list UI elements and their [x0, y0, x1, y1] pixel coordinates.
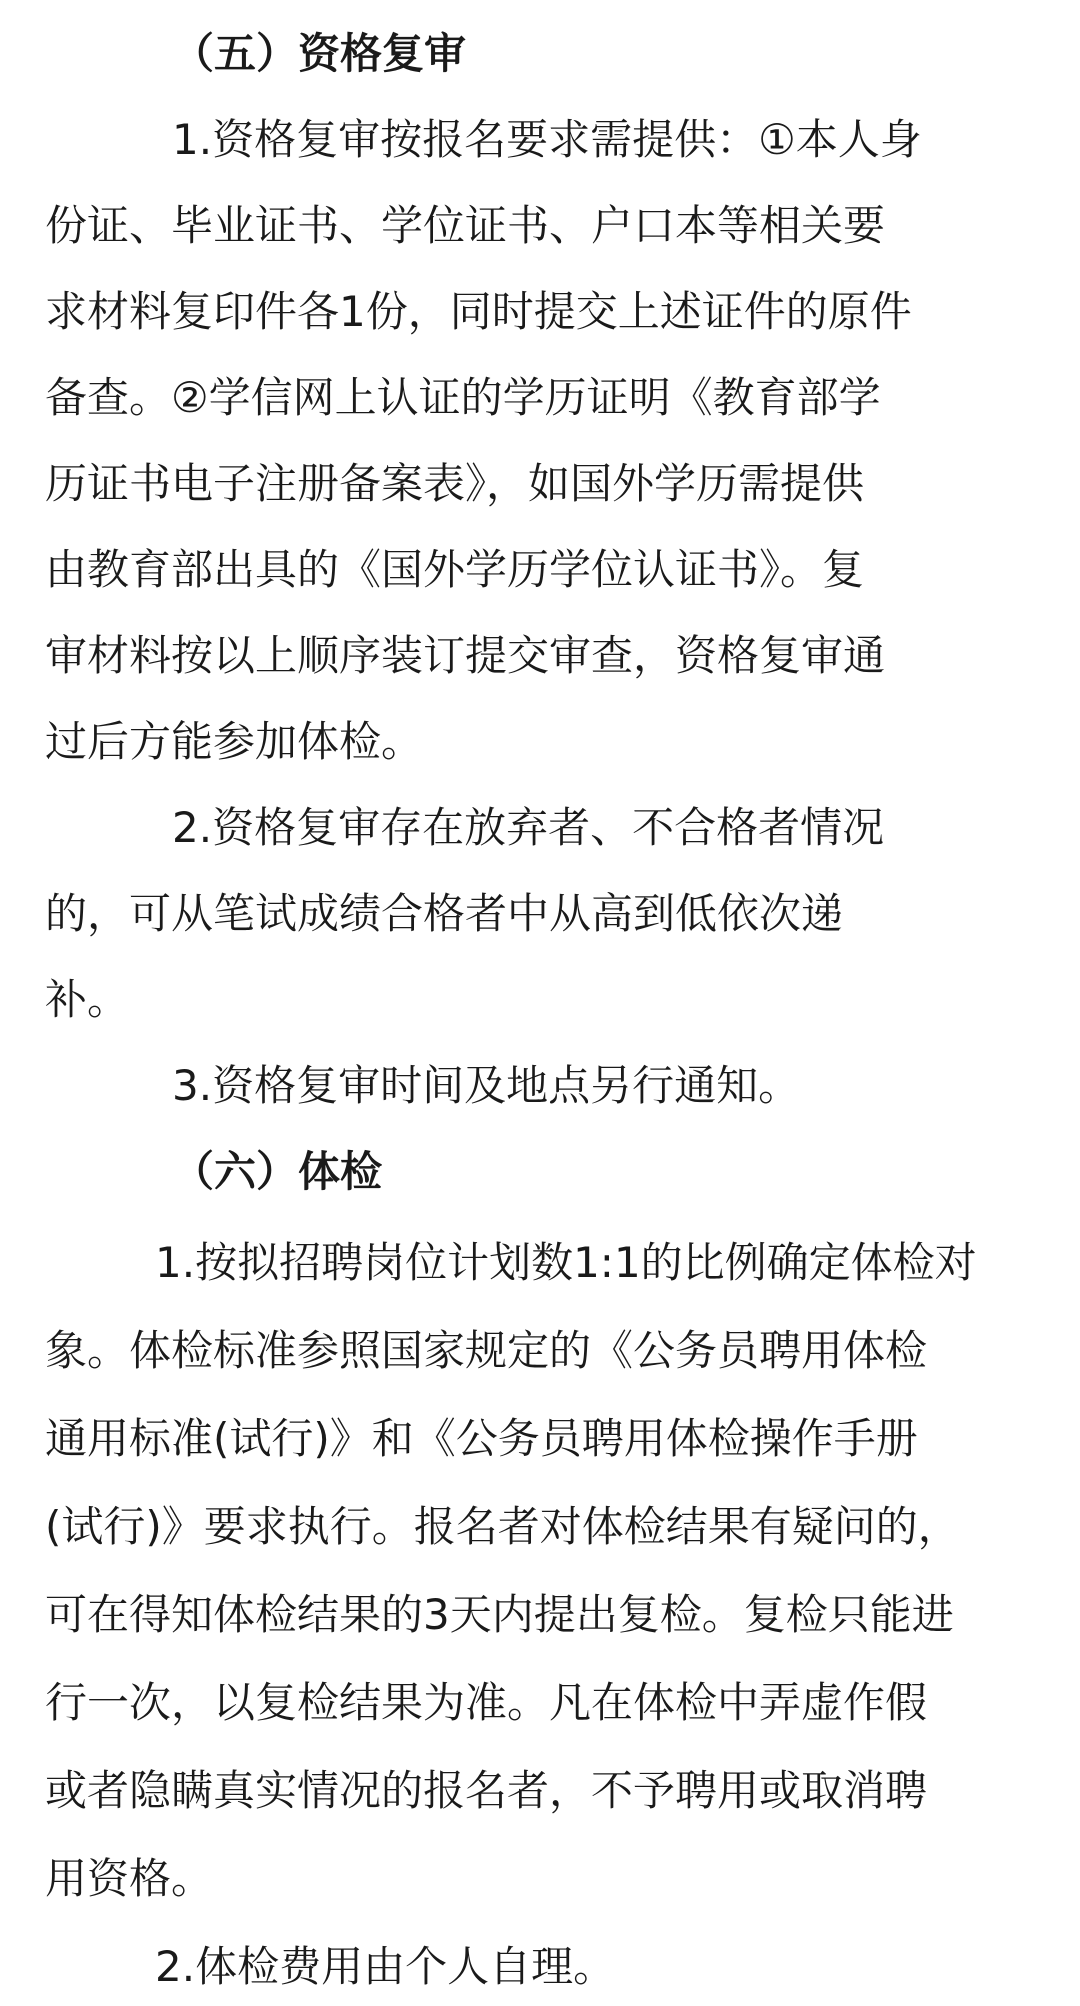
section-five-item-2-line-1: 2.资格复审存在放弃者、不合格者情况 — [172, 803, 885, 852]
section-five-item-1-line-5: 历证书电子注册备案表》，如国外学历需提供 — [45, 459, 865, 508]
section-six-item-1-line-3: 通用标准(试行)》和《公务员聘用体检操作手册 — [45, 1414, 918, 1463]
section-five-item-1-line-8: 过后方能参加体检。 — [45, 717, 424, 766]
section-five-heading: （五）资格复审 — [172, 29, 467, 78]
section-five-item-1-line-3: 求材料复印件各1份，同时提交上述证件的原件 — [45, 287, 912, 336]
section-five-item-2-line-3: 补。 — [45, 975, 130, 1024]
section-six-item-1-line-2: 象。体检标准参照国家规定的《公务员聘用体检 — [45, 1326, 928, 1375]
section-six-item-1-line-8: 用资格。 — [45, 1854, 214, 1903]
section-five-item-1-line-6: 由教育部出具的《国外学历学位认证书》。复 — [45, 545, 865, 594]
section-six-item-2: 2.体检费用由个人自理。 — [155, 1942, 616, 1991]
section-five-item-1-line-2: 份证、毕业证书、学位证书、户口本等相关要 — [45, 201, 886, 250]
section-five-item-1-line-4: 备查。②学信网上认证的学历证明《教育部学 — [45, 373, 881, 422]
section-six-item-1-line-6: 行一次，以复检结果为准。凡在体检中弄虚作假 — [45, 1678, 928, 1727]
section-six-item-1-line-5: 可在得知体检结果的3天内提出复检。复检只能进 — [45, 1590, 954, 1639]
section-five-item-1-line-7: 审材料按以上顺序装订提交审查，资格复审通 — [45, 631, 886, 680]
section-six-item-1-line-7: 或者隐瞒真实情况的报名者，不予聘用或取消聘 — [45, 1766, 928, 1815]
section-six-item-1-line-1: 1.按拟招聘岗位计划数1:1的比例确定体检对 — [155, 1238, 977, 1287]
section-five-item-1-line-1: 1.资格复审按报名要求需提供：①本人身 — [172, 115, 922, 164]
section-six-heading: （六）体检 — [172, 1147, 383, 1196]
section-five-item-2-line-2: 的，可从笔试成绩合格者中从高到低依次递 — [45, 889, 844, 938]
section-five-item-3: 3.资格复审时间及地点另行通知。 — [172, 1061, 801, 1110]
section-six-item-1-line-4: (试行)》要求执行。报名者对体检结果有疑问的， — [45, 1502, 960, 1551]
